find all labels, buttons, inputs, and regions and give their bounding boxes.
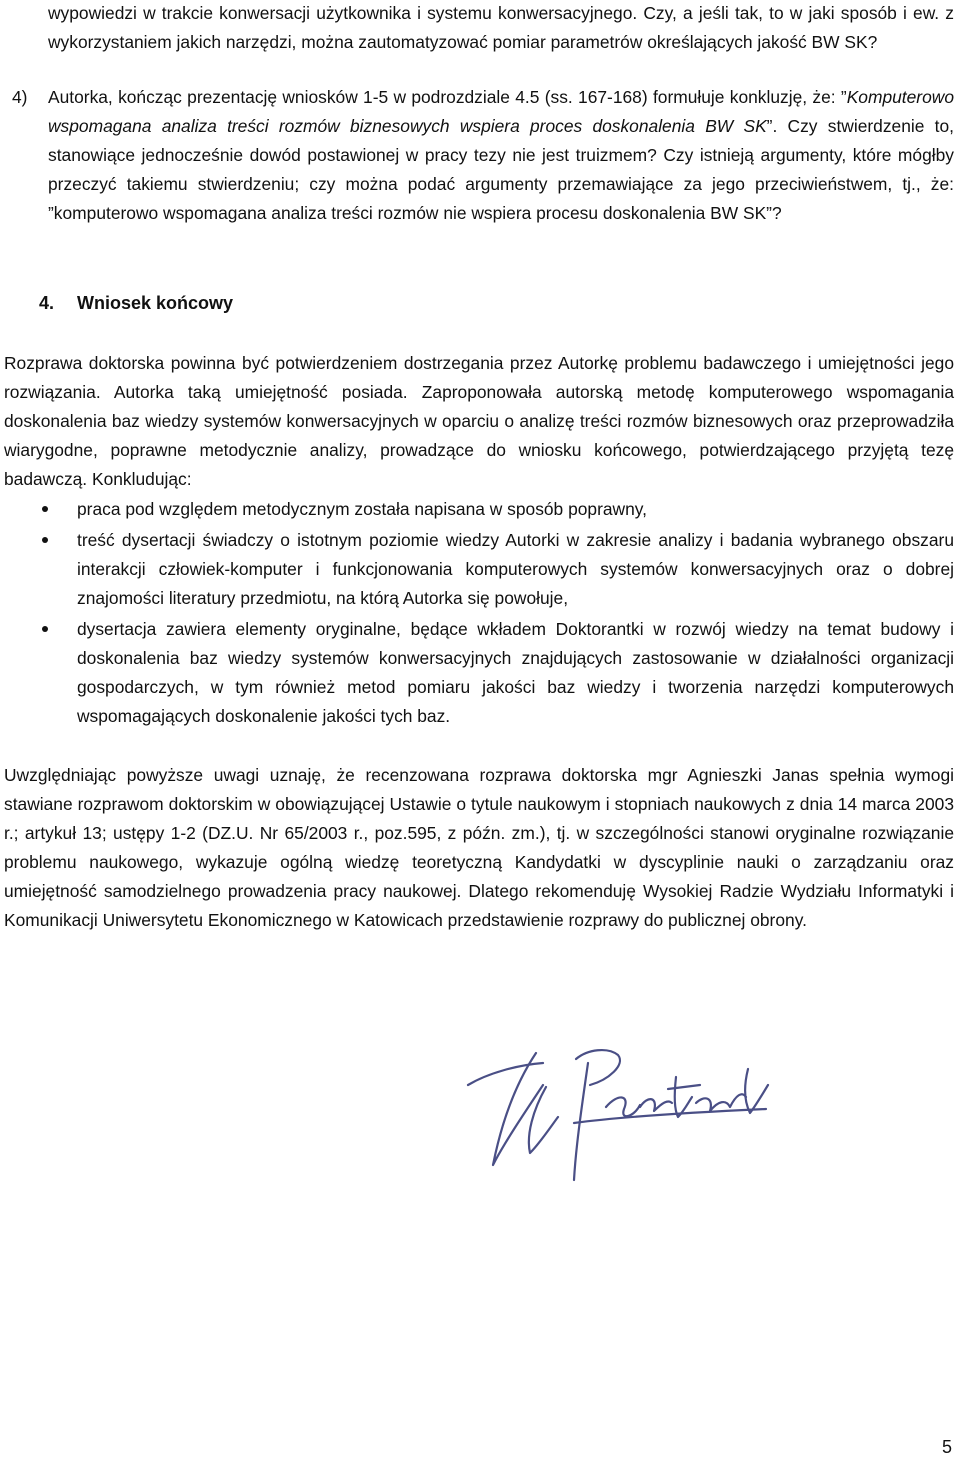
question-number: 4)	[12, 87, 28, 107]
bullet-icon	[42, 506, 48, 512]
section-heading	[39, 289, 233, 318]
section-title: Wniosek końcowy	[77, 293, 234, 313]
bullet-icon	[42, 626, 48, 632]
list-item	[4, 615, 954, 731]
list-item	[4, 526, 954, 613]
bullet-icon	[42, 537, 48, 543]
list-item-text: treść dysertacji świadczy o istotnym poziomie wiedzy Autorki w zakresie analizy i badania wybranego obszaru interakcji człowiek-komputer i funkcjonowania komputerowych systemów konwersacyjnych oraz o dobrej znajomości literatury przedmiotu, na którą Autorka się powołuje,	[77, 530, 954, 608]
conclusion-bullet-list	[4, 495, 954, 733]
final-recommendation-paragraph: Uwzględniając powyższe uwagi uznaję, że recenzowana rozprawa doktorska mgr Agnieszki Janas spełnia wymogi stawiane rozprawom doktorskim w obowiązującej Ustawie o tytule naukowym i stopniach naukowych z dnia 14 marca 2003 r.; artykuł 13; ustępy 1-2 (DZ.U. Nr 65/2003 r., poz.595, z późn. zm.), tj. w szczególności stanowi oryginalne rozwiązanie problemu naukowego, wykazuje ogólną wiedzę teoretyczną Kandydatki w dyscyplinie nauki o zarządzaniu oraz umiejętność samodzielnego prowadzenia pracy naukowej. Dlatego rekomenduję Wysokiej Radzie Wydziału Informatyki i Komunikacji Uniwersytetu Ekonomicznego w Katowicach przedstawienie rozprawy do publicznej obrony.	[4, 765, 954, 930]
question-3-continuation: wypowiedzi w trakcie konwersacji użytkownika i systemu konwersacyjnego. Czy, a jeśli tak, to w jaki sposób i ew. z wykorzystaniem jakich narzędzi, można zautomatyzować pomiar parametrów określających jakość BW SK?	[48, 3, 954, 52]
question-item-4	[12, 83, 954, 228]
list-item-text: dysertacja zawiera elementy oryginalne, będące wkładem Doktorantki w rozwój wiedzy na temat budowy i doskonalenia baz wiedzy systemów konwersacyjnych znajdujących zastosowanie w działalności organizacji gospodarczych, w tym również metod pomiaru jakości baz wiedzy i tworzenia narzędzi komputerowych wspomagających doskonalenie jakości tych baz.	[77, 619, 954, 726]
conclusion-paragraph: Rozprawa doktorska powinna być potwierdzeniem dostrzegania przez Autorkę problemu badawczego i umiejętności jego rozwiązania. Autorka taką umiejętność posiada. Zaproponowała autorską metodę komputerowego wspomagania doskonalenia baz wiedzy systemów konwersacyjnych w oparciu o analizę treści rozmów biznesowych oraz przeprowadziła wiarygodne, poprawne metodycznie analizy, prowadzące do wniosku końcowego, potwierdzającego przyjętą tezę badawczą. Konkludując:	[4, 353, 954, 489]
list-item	[4, 495, 954, 524]
list-item-text: praca pod względem metodycznym została napisana w sposób poprawny,	[77, 499, 648, 519]
question-text-after: ”. Czy stwierdzenie to, stanowiące jednocześnie dowód postawionej w pracy tezy nie jest truizmem? Czy istnieją argumenty, które mógłby przeczyć takiemu stwierdzeniu; czy można podać argumenty przemawiające za jego przeciwieństwem, tj., że: ”komputerowo wspomagana analiza treści rozmów nie wspiera procesu doskonalenia BW SK”?	[48, 116, 955, 223]
section-number: 4.	[39, 293, 55, 313]
handwritten-signature-icon	[448, 1025, 778, 1195]
page-number: 5	[941, 1437, 952, 1457]
question-text-before: Autorka, kończąc prezentację wniosków 1-5 w podrozdziale 4.5 (ss. 167-168) formułuje konkluzję, że: ”	[48, 87, 847, 107]
question-quote: Komputerowo wspomagana analiza treści rozmów biznesowych wspiera proces doskonalenia BW SK	[48, 87, 954, 136]
question-text	[48, 83, 954, 228]
